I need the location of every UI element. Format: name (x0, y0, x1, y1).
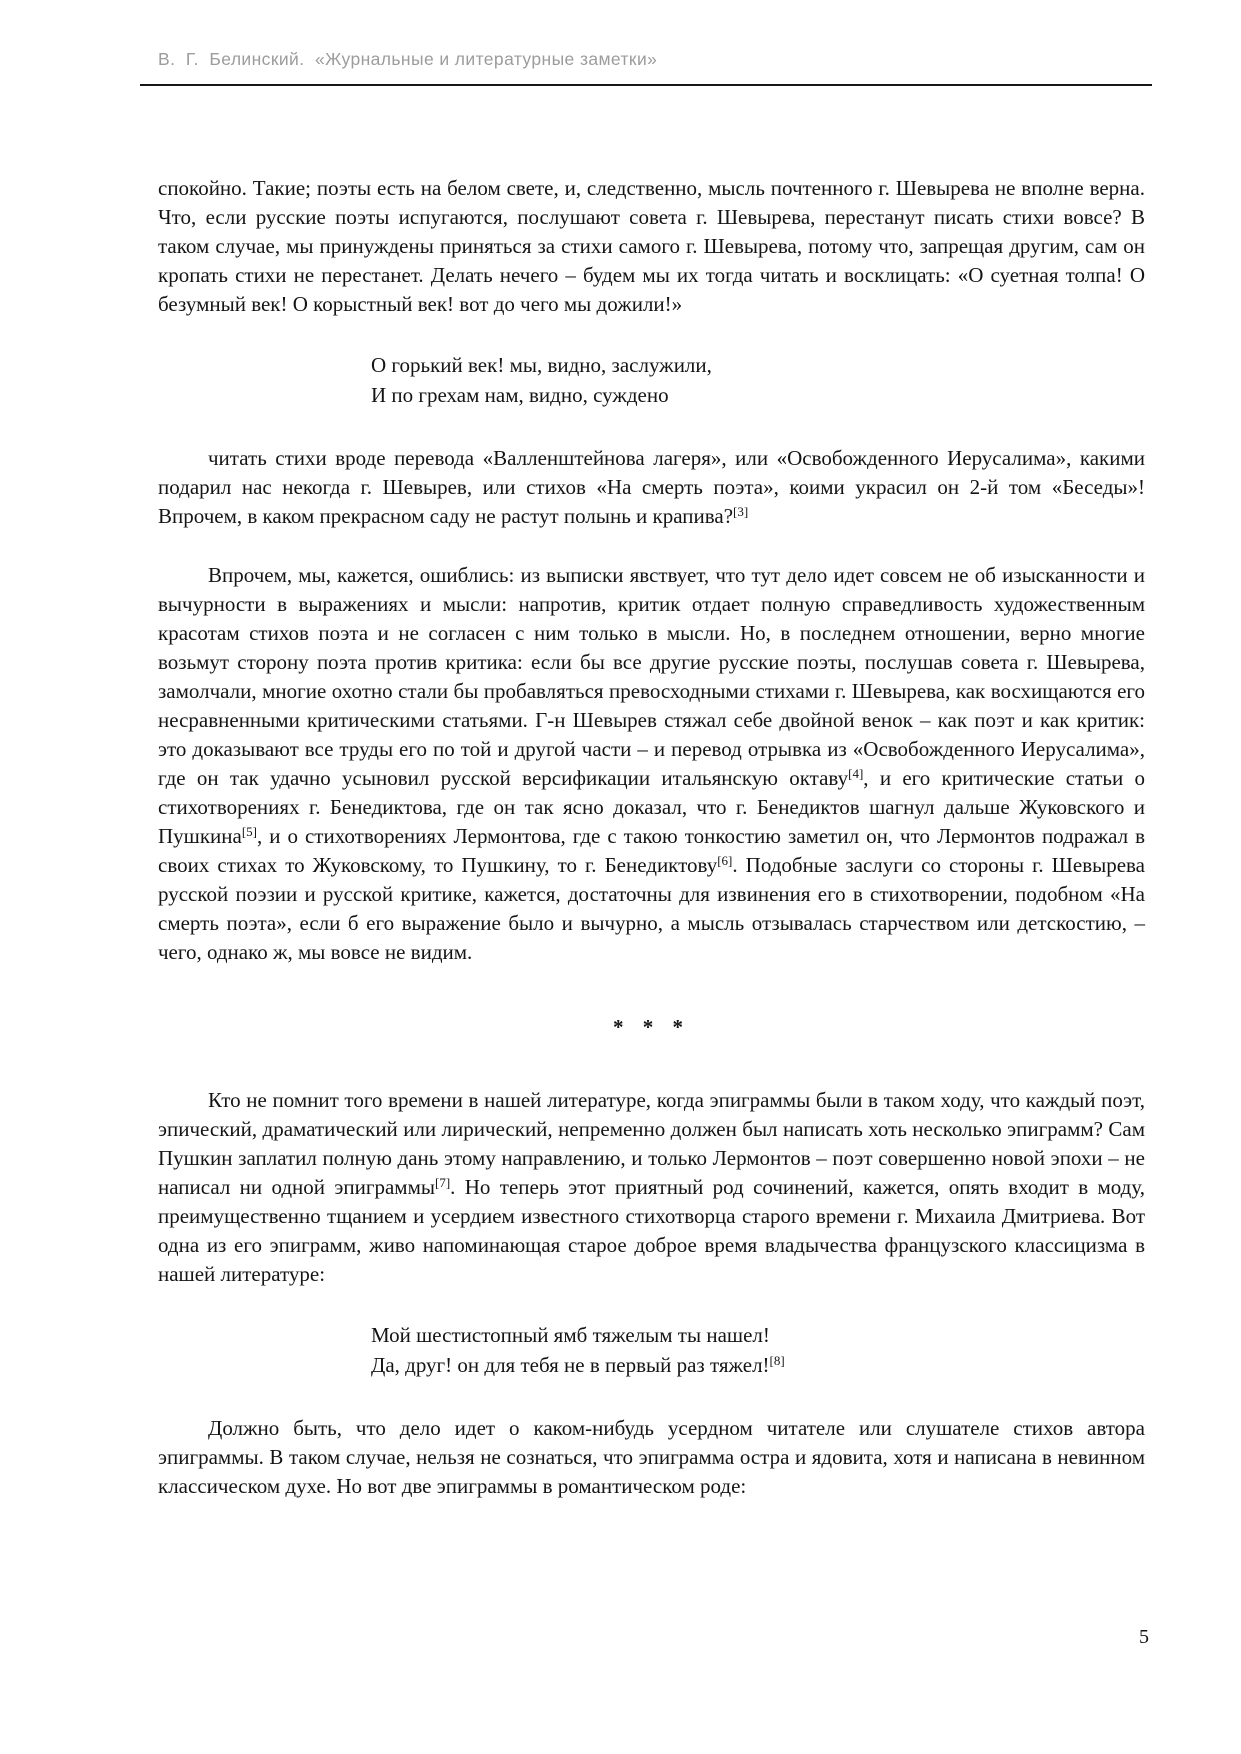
verse-block (158, 351, 1145, 410)
verse-line: И по грехам нам, видно, суждено (371, 382, 669, 407)
document-body (140, 86, 1152, 1501)
footnote-ref: [8] (769, 1352, 785, 1368)
paragraph: Должно быть, что дело идет о каком-нибудь усердном читателе или слушателе стихов автора эпиграммы. В таком случае, нельзя не сознаться, что эпиграмма остра и ядовита, хотя и написана в невинном классическом духе. Но вот две эпиграммы в романтическом роде: (158, 1416, 1145, 1498)
footnote-ref: [7] (435, 1175, 451, 1190)
page-number: 5 (1139, 1626, 1149, 1648)
footnote-ref: [6] (717, 853, 733, 868)
footnote-ref: [5] (241, 824, 258, 839)
paragraph: спокойно. Такие; поэты есть на белом свете, и, следственно, мысль почтенного г. Шевырева не вполне верна. Что, если русские поэты испугаются, послушают совета г. Шевырева, перестанут писать стихи вовсе? В таком случае, мы принуждены приняться за стихи самого г. Шевырева, потому что, запрещая другим, сам он кропать стихи не перестанет. Делать нечего – будем мы их тогда читать и восклицать: «О суетная толпа! О безумный век! О корыстный век! вот до чего мы дожили!» (158, 176, 1145, 316)
verse-block (158, 1321, 1145, 1380)
page-content (140, 48, 1152, 1531)
paragraph: читать стихи вроде перевода «Валленштейнова лагеря», или «Освобожденного Иерусалима», какими подарил нас некогда г. Шевырев, или стихов «На смерть поэта», коими украсил он 2-й том «Беседы»! Впрочем, в каком прекрасном саду не растут полынь и крапива?[3] (158, 446, 1145, 528)
footnote-ref: [4] (848, 766, 864, 781)
paragraph: Кто не помнит того времени в нашей литературе, когда эпиграммы были в таком ходу, что каждый поэт, эпический, драматический или лирический, непременно должен был написать хоть несколько эпиграмм? Сам Пушкин заплатил полную дань этому направлению, и только Лермонтов – поэт совершенно новой эпохи – не написал ни одной эпиграммы[7]. Но теперь этот приятный род сочинений, кажется, опять входит в моду, преимущественно тщанием и усердием известного стихотворца старого времени г. Михаила Дмитриева. Вот одна из его эпиграмм, живо напоминающая старое доброе время владычества французского классицизма в нашей литературе: (158, 1088, 1146, 1286)
section-separator: * * * (613, 1015, 690, 1039)
running-header: В. Г. Белинский. «Журнальные и литературные заметки» (140, 48, 1152, 86)
paragraph: Впрочем, мы, кажется, ошиблись: из выписки явствует, что тут дело идет совсем не об изысканности и вычурности в выражениях и мысли: напротив, критик отдает полную справедливость художественным красотам стихов поэта и не согласен с ним только в мысли. Но, в последнем отношении, верно многие возьмут сторону поэта против критика: если бы все другие русские поэты, послушав совета г. Шевырева, замолчали, многие охотно стали бы пробавляться превосходными стихами г. Шевырева, как восхищаются его несравненными критическими статьями. Г-н Шевырев стяжал себе двойной венок – как поэт и как критик: это доказывают все труды его по той и другой части – и перевод отрывка из «Освобожденного Иерусалима», где он так удачно усыновил русской версификации итальянскую октаву[4], и его критические статьи о стихотворениях г. Бенедиктова, где он так ясно доказал, что г. Бенедиктов шагнул дальше Жуковского и Пушкина[5], и о стихотворениях Лермонтова, где с такою тонкостию заметил он, что Лермонтов подражал в своих стихах то Жуковскому, то Пушкину, то г. Бенедиктову[6]. Подобные заслуги со стороны г. Шевырева русской поэзии и русской критике, кажется, достаточны для извинения его в стихотворении, подобном «На смерть поэта», если б его выражение было и вычурно, а мысль отзывалась старчеством или детскостию, – чего, однако ж, мы вовсе не видим. (158, 563, 1146, 964)
verse-line: Да, друг! он для тебя не в первый раз тяжел![8] (371, 1352, 785, 1377)
verse-line: О горький век! мы, видно, заслужили, (371, 353, 712, 377)
footnote-ref: [3] (733, 504, 749, 519)
verse-line: Мой шестистопный ямб тяжелым ты нашел! (371, 1323, 770, 1347)
